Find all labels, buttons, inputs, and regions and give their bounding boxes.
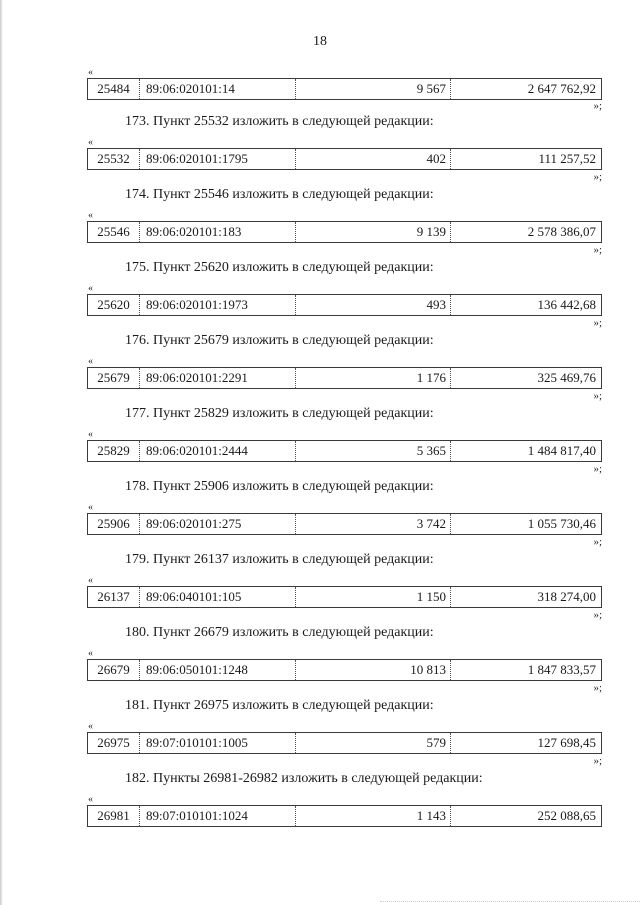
cadastral-number: 89:06:020101:275 [140,514,296,534]
amendment-heading: 181. Пункт 26975 изложить в следующей редакции: [125,698,434,713]
amendment-181 [0,691,640,767]
table-row [87,78,602,100]
cadastral-number: 89:06:050101:1248 [140,660,296,680]
quote-close: »; [593,390,602,402]
quote-close: »; [593,317,602,329]
quote-open: « [88,67,93,78]
amendment-177 [0,399,640,475]
row-number: 26981 [88,806,140,826]
area-value: 9 139 [296,222,451,242]
cadastral-number: 89:06:020101:2444 [140,441,296,461]
table-row [87,732,602,754]
row-number: 25484 [88,79,140,99]
cadastral-value: 136 442,68 [537,297,596,312]
cadastral-value: 127 698,45 [537,735,596,750]
quote-open: « [88,210,93,221]
row-number: 26975 [88,733,140,753]
amendment-heading: 177. Пункт 25829 изложить в следующей редакции: [125,406,434,421]
area-value: 3 742 [296,514,451,534]
quote-open: « [88,648,93,659]
cadastral-number: 89:06:040101:105 [140,587,296,607]
cadastral-number: 89:06:020101:183 [140,222,296,242]
quote-open: « [88,356,93,367]
cadastral-number: 89:07:010101:1005 [140,733,296,753]
table-row [87,294,602,316]
cadastral-value: 1 847 833,57 [527,662,596,677]
quote-close: »; [593,609,602,621]
cadastral-number: 89:06:020101:1973 [140,295,296,315]
cadastral-value: 1 484 817,40 [527,443,596,458]
table-row [87,148,602,170]
table-row [87,805,602,827]
row-number: 25546 [88,222,140,242]
cadastral-value: 2 578 386,07 [527,224,596,239]
page-number: 18 [313,34,327,49]
quote-close: »; [593,682,602,694]
cadastral-value: 2 647 762,92 [527,81,596,96]
quote-open: « [88,137,93,148]
quote-close: »; [593,171,602,183]
amendment-174 [0,180,640,256]
amendment-175 [0,253,640,329]
table-row [87,586,602,608]
table-row [87,367,602,389]
row-number: 25906 [88,514,140,534]
area-value: 5 365 [296,441,451,461]
amendment-heading: 179. Пункт 26137 изложить в следующей редакции: [125,552,434,567]
amendment-heading: 173. Пункт 25532 изложить в следующей редакции: [125,114,434,129]
row-number: 25532 [88,149,140,169]
amendment-178 [0,472,640,548]
quote-close: »; [593,536,602,548]
quote-open: « [88,502,93,513]
amendment-182 [0,764,640,837]
amendment-heading: 182. Пункты 26981-26982 изложить в следующей редакции: [125,771,483,786]
cadastral-number: 89:06:020101:2291 [140,368,296,388]
cadastral-value: 111 257,52 [538,151,596,166]
amendment-173 [0,107,640,183]
area-value: 402 [296,149,451,169]
area-value: 1 176 [296,368,451,388]
cadastral-number: 89:06:020101:14 [140,79,296,99]
amendment-heading: 175. Пункт 25620 изложить в следующей редакции: [125,260,434,275]
quote-close: »; [593,244,602,256]
amendment-heading: 174. Пункт 25546 изложить в следующей редакции: [125,187,434,202]
cadastral-value: 318 274,00 [537,589,596,604]
area-value: 1 150 [296,587,451,607]
table-row [87,513,602,535]
row-number: 25620 [88,295,140,315]
area-value: 10 813 [296,660,451,680]
cadastral-value: 325 469,76 [537,370,596,385]
quote-open: « [88,575,93,586]
row-number: 25679 [88,368,140,388]
cadastral-number: 89:06:020101:1795 [140,149,296,169]
amendment-continued [0,64,640,112]
quote-open: « [88,429,93,440]
area-value: 9 567 [296,79,451,99]
quote-open: « [88,721,93,732]
cadastral-number: 89:07:010101:1024 [140,806,296,826]
amendment-heading: 180. Пункт 26679 изложить в следующей редакции: [125,625,434,640]
cadastral-value: 252 088,65 [537,808,596,823]
scan-bottom-edge [380,901,640,905]
amendment-heading: 178. Пункт 25906 изложить в следующей редакции: [125,479,434,494]
quote-close: »; [593,100,602,112]
quote-open: « [88,283,93,294]
amendment-176 [0,326,640,402]
amendment-179 [0,545,640,621]
table-row [87,659,602,681]
cadastral-value: 1 055 730,46 [527,516,596,531]
amendment-180 [0,618,640,694]
quote-open: « [88,794,93,805]
area-value: 1 143 [296,806,451,826]
area-value: 493 [296,295,451,315]
row-number: 26137 [88,587,140,607]
amendments-list [0,64,640,837]
area-value: 579 [296,733,451,753]
quote-close: »; [593,463,602,475]
table-row [87,221,602,243]
amendment-heading: 176. Пункт 25679 изложить в следующей редакции: [125,333,434,348]
row-number: 25829 [88,441,140,461]
quote-close: »; [593,755,602,767]
table-row [87,440,602,462]
row-number: 26679 [88,660,140,680]
